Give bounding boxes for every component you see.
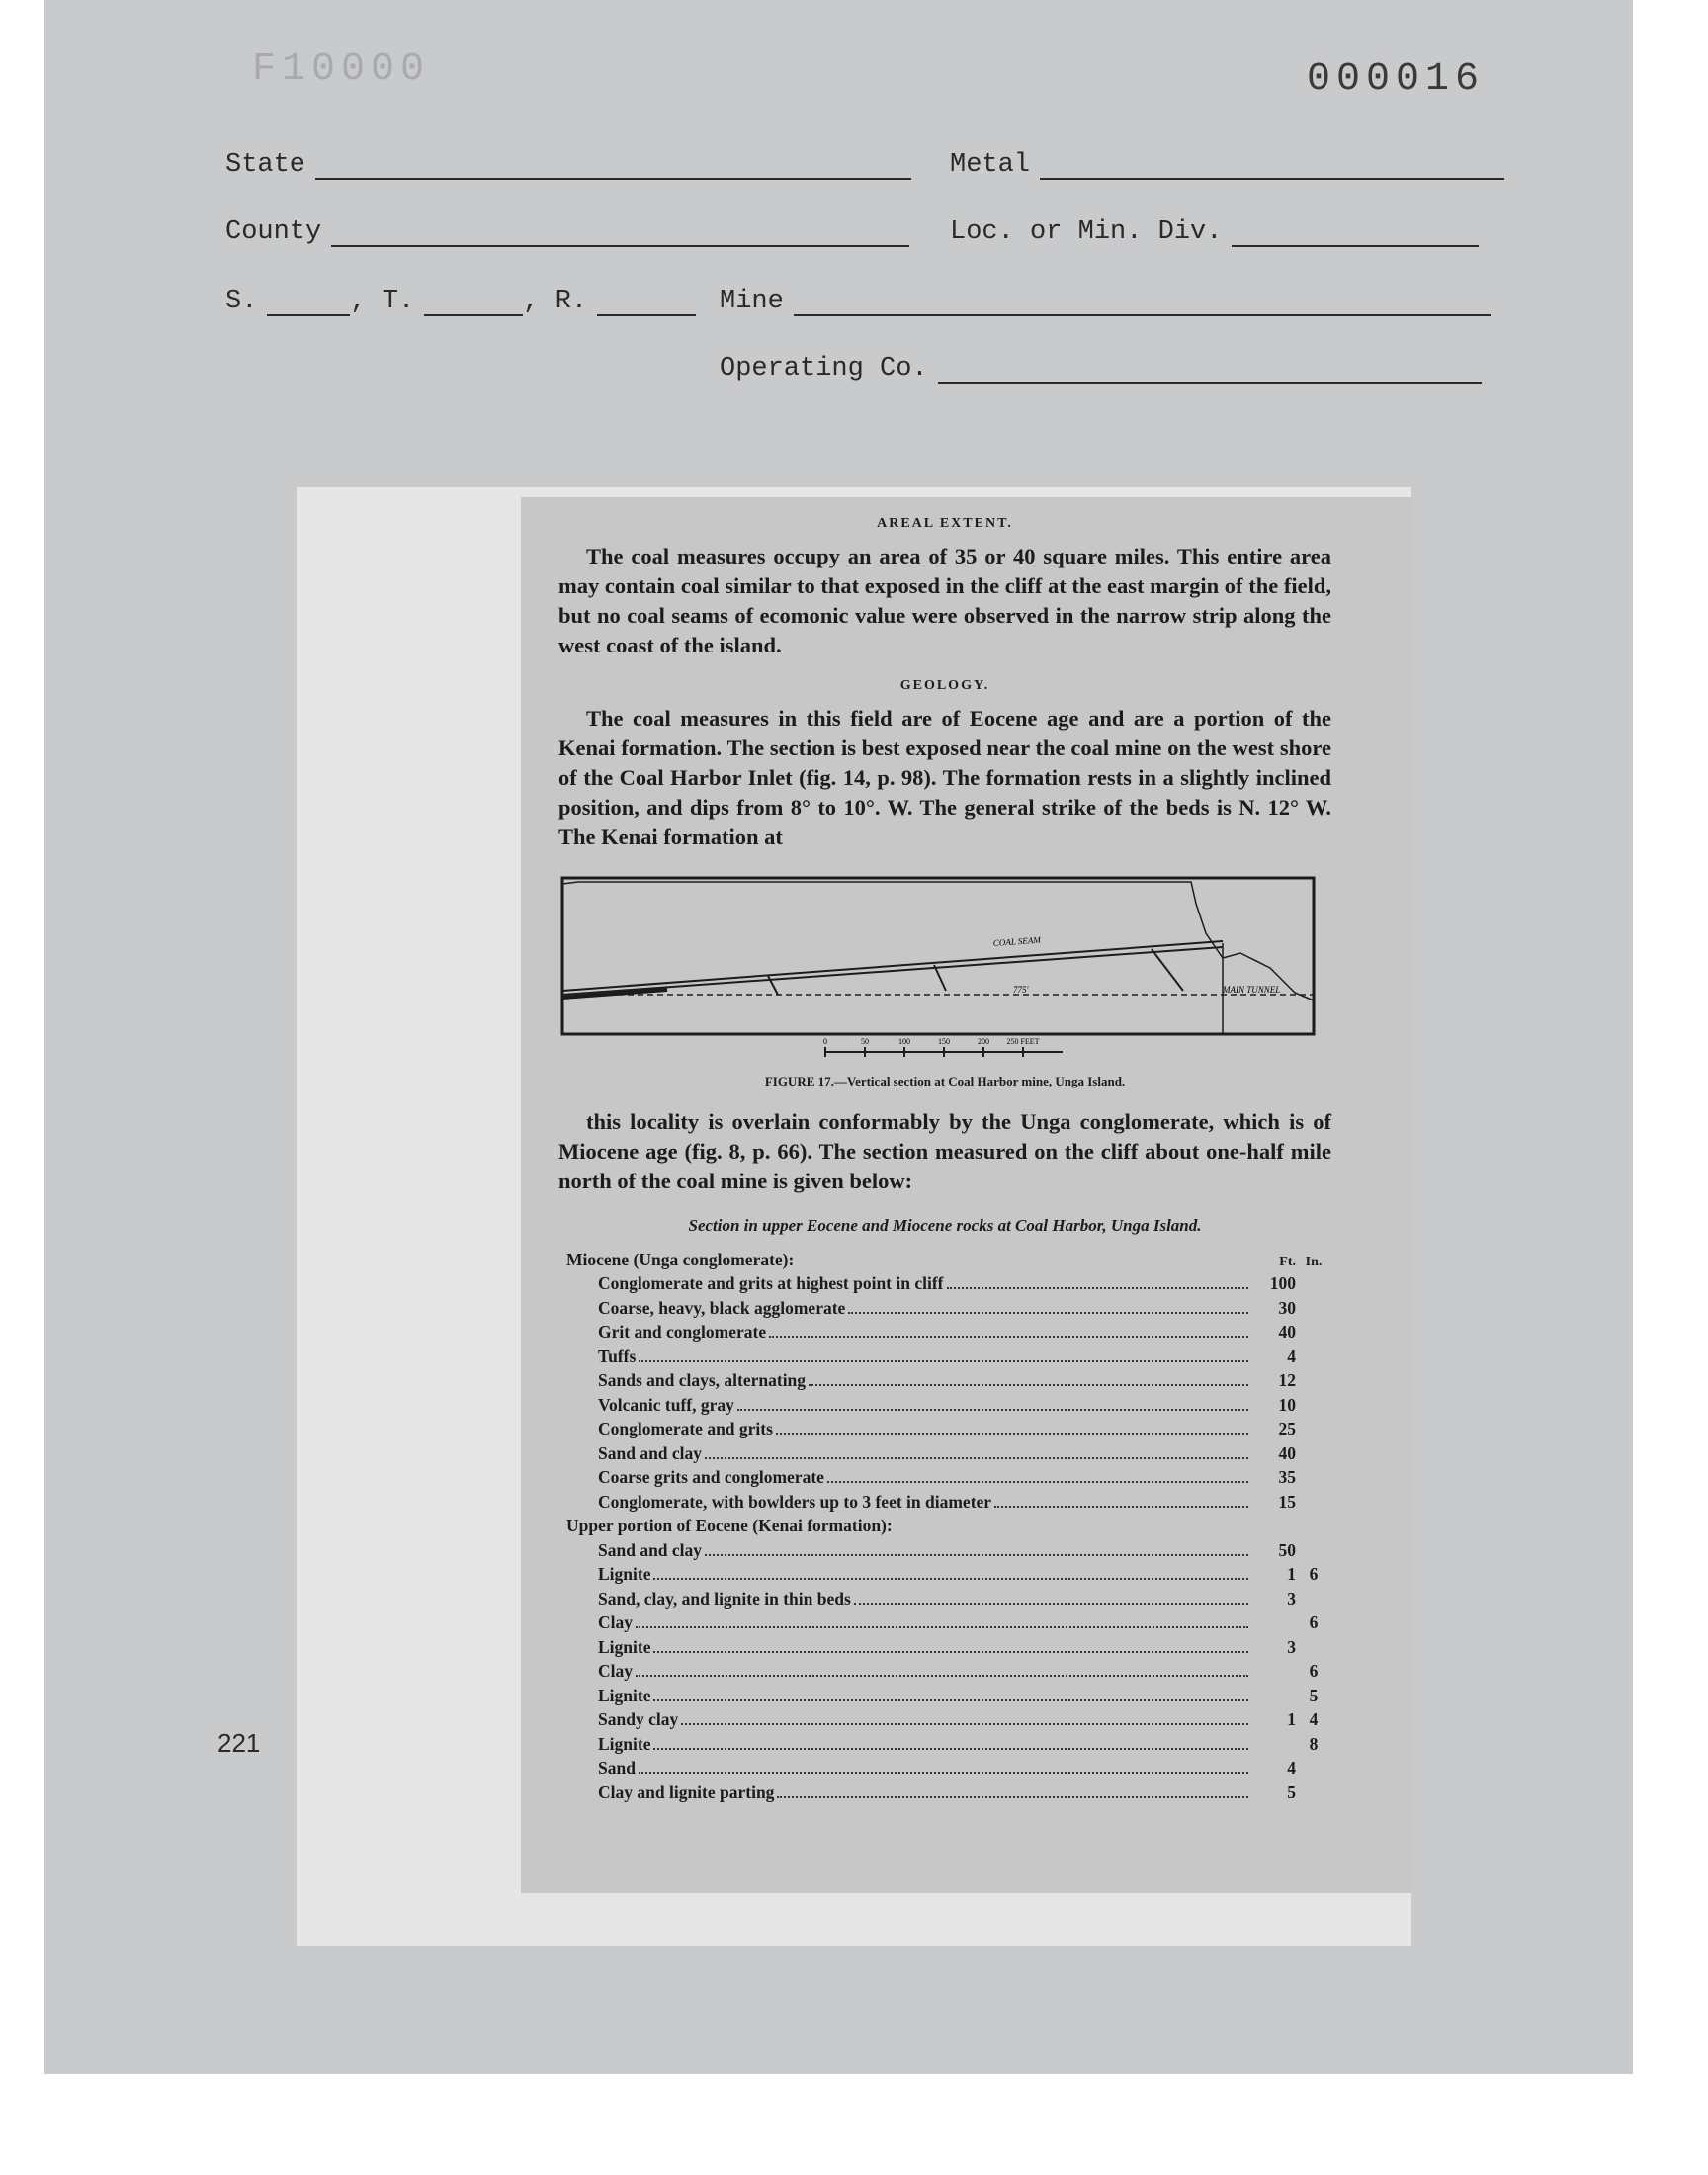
thickness-feet: 50 [1278,1539,1296,1560]
thickness-inches [1296,1488,1331,1513]
thickness-feet: 15 [1278,1491,1296,1512]
layer-description: Lignite [598,1564,651,1584]
scale-ticks [823,1037,1040,1057]
thickness-inches [1296,1439,1331,1464]
scale-label: 200 [978,1037,989,1046]
dot-leader [653,1651,1248,1653]
thickness-inches [1296,1367,1331,1392]
thickness-inches [1296,1585,1331,1610]
table-row [558,1779,1331,1803]
dot-leader [653,1748,1248,1750]
layer-description: Lignite [598,1733,651,1754]
table-row [558,1658,1331,1683]
thickness-feet: 25 [1278,1419,1296,1438]
loc-field[interactable] [950,218,1479,247]
mine-line[interactable] [794,291,1491,316]
thickness-inches [1296,1343,1331,1367]
thickness-feet: 3 [1287,1636,1296,1657]
dot-leader [854,1603,1248,1605]
layer-description: Conglomerate and grits [598,1419,773,1438]
thickness-feet: 4 [1287,1758,1296,1778]
dot-leader [737,1409,1248,1411]
dot-leader [769,1336,1248,1338]
dot-leader [705,1457,1248,1459]
county-label: County [225,218,322,247]
heading-areal-extent: AREAL EXTENT. [877,516,1013,531]
thickness-feet: 40 [1278,1442,1296,1463]
table-row [558,1294,1331,1319]
scale-label: 100 [898,1037,910,1046]
figure-frame [562,878,1314,1034]
metal-line[interactable] [1040,154,1504,180]
thickness-feet [1252,1682,1296,1706]
layer-description: Sands and clays, alternating [598,1370,807,1390]
thickness-feet: 1 [1287,1709,1296,1729]
table-row [558,1464,1331,1489]
thickness-feet: 1 [1287,1564,1296,1584]
layer-description: Clay [598,1661,633,1681]
thickness-feet: 3 [1287,1588,1296,1609]
table-row [558,1270,1331,1295]
dot-leader [827,1481,1248,1483]
main-tunnel-label: MAIN TUNNEL [1223,985,1281,995]
table-row [558,1633,1331,1658]
table-row [558,1730,1331,1755]
thickness-feet: 12 [1278,1370,1296,1390]
page-label: 221 [217,1728,261,1758]
dot-leader [681,1723,1248,1725]
state-field[interactable] [225,150,911,180]
thickness-feet [1252,1658,1296,1683]
thickness-inches [1296,1416,1331,1440]
crosscut-2 [934,965,946,991]
scale-label: 250 FEET [1006,1037,1040,1046]
figure-caption: FIGURE 17.—Vertical section at Coal Harbor mine, Unga Island. [764,1074,1126,1088]
thickness-inches: 6 [1309,1612,1319,1632]
dot-leader [653,1578,1248,1580]
scale-label: 0 [823,1037,827,1046]
thickness-feet: 5 [1287,1782,1296,1802]
t-label: , T. [350,287,415,316]
coal-seam-upper [562,941,1223,991]
ghost-card-number: F10000 [252,47,431,92]
document-text [558,512,1331,1803]
crosscut-3 [1152,949,1183,991]
column-head-ft: Ft. [1279,1254,1296,1269]
thickness-inches [1296,1755,1331,1780]
table-row [558,1439,1331,1464]
operating-co-line[interactable] [938,358,1482,384]
table-row [558,1561,1331,1586]
metal-field[interactable] [950,150,1504,180]
table-row [558,1367,1331,1392]
table-row [558,1343,1331,1367]
layer-description: Sand [598,1758,636,1778]
layer-description: Lignite [598,1636,651,1657]
t-line[interactable] [424,291,523,316]
thickness-feet: 4 [1287,1346,1296,1366]
thickness-inches: 6 [1309,1661,1319,1681]
table-row [558,1706,1331,1731]
thickness-feet [1252,1610,1296,1634]
paragraph-areal-extent: The coal measures occupy an area of 35 or 40 square miles. This entire area may contain coal similar to that exposed in the cliff at the east margin of the field, but no coal seams of ecomonic value were observed in the narrow strip along the west coast of the island. [558,544,1331,657]
table-row [558,1416,1331,1440]
s-label: S. [225,287,258,316]
thickness-feet: 40 [1278,1322,1296,1342]
s-line[interactable] [267,291,350,316]
dot-leader [776,1433,1248,1435]
column-head-in: In. [1305,1254,1323,1269]
county-field[interactable] [225,218,909,247]
thickness-inches [1296,1633,1331,1658]
coal-seam-label: COAL SEAM [992,934,1042,948]
layer-description: Sand and clay [598,1539,703,1560]
dot-leader [994,1506,1248,1508]
dot-leader [639,1772,1248,1774]
thickness-feet: 30 [1278,1297,1296,1318]
thickness-inches: 4 [1309,1709,1319,1729]
r-line[interactable] [597,291,696,316]
thickness-inches [1296,1779,1331,1803]
layer-description: Clay [598,1612,633,1632]
figure-17 [558,874,1331,1089]
county-line[interactable] [331,221,909,247]
heading-geology: GEOLOGY. [899,678,990,693]
metal-label: Metal [950,150,1031,180]
thickness-inches [1296,1294,1331,1319]
state-label: State [225,150,306,180]
thickness-inches [1296,1391,1331,1416]
mine-label: Mine [720,287,784,316]
layer-description: Tuffs [598,1346,637,1366]
paragraph-geology: The coal measures in this field are of Eocene age and are a portion of the Kenai formation. The section is best exposed near the coal mine on the west shore of the Coal Harbor Inlet (fig. 14, p. 98). The formation rests in a slightly inclined position, and dips from 8° to 10°. W. The general strike of the beds is N. 12° W. The Kenai formation at [558,706,1331,849]
dot-leader [653,1699,1248,1701]
table-row [558,1536,1331,1561]
thickness-inches [1296,1319,1331,1344]
layer-description: Sand, clay, and lignite in thin beds [598,1588,851,1609]
thickness-feet: 10 [1278,1394,1296,1415]
operating-co-label: Operating Co. [720,354,928,384]
state-line[interactable] [315,154,911,180]
str-field[interactable] [225,287,696,316]
table-row [558,1585,1331,1610]
table-row [558,1682,1331,1706]
thickness-feet: 35 [1278,1467,1296,1487]
distance-label: 775' [1013,985,1029,995]
dot-leader [705,1554,1248,1556]
layer-description: Lignite [598,1685,651,1705]
dot-leader [636,1626,1248,1628]
group-row [558,1513,1331,1537]
group-row [558,1246,1331,1270]
thickness-inches: 5 [1309,1685,1319,1705]
paragraph-locality: this locality is overlain conformably by the Unga conglomerate, which is of Miocene age (fig. 8, p. 66). The section measured on the cliff about one-half mile north of the coal mine is given below: [558,1109,1331,1193]
layer-description: Coarse grits and conglomerate [598,1467,824,1487]
group-name: Miocene (Unga conglomerate): [566,1249,795,1269]
layer-description: Grit and conglomerate [598,1322,767,1342]
table-row [558,1319,1331,1344]
r-label: , R. [523,287,588,316]
loc-label: Loc. or Min. Div. [950,218,1223,247]
thickness-inches [1296,1464,1331,1489]
thickness-feet: 100 [1269,1273,1296,1293]
layer-description: Sand and clay [598,1442,703,1463]
group-name: Upper portion of Eocene (Kenai formation): [566,1516,893,1535]
table-row [558,1610,1331,1634]
dot-leader [809,1384,1248,1386]
vertical-section-diagram [558,874,1331,1072]
operating-co-field[interactable] [720,354,1482,384]
scale-label: 50 [861,1037,869,1046]
thickness-inches [1296,1270,1331,1295]
thickness-inches: 8 [1309,1733,1319,1754]
scale-label: 150 [938,1037,950,1046]
thickness-inches [1296,1536,1331,1561]
thickness-inches: 6 [1309,1564,1319,1584]
dot-leader [777,1796,1248,1798]
dot-leader [848,1312,1248,1314]
dot-leader [639,1360,1248,1362]
table-row [558,1755,1331,1780]
layer-description: Volcanic tuff, gray [598,1394,734,1415]
dot-leader [947,1287,1248,1289]
layer-description: Conglomerate and grits at highest point in cliff [598,1273,944,1293]
layer-description: Conglomerate, with bowlders up to 3 feet in diameter [598,1491,992,1512]
section-title: Section in upper Eocene and Miocene rocks at Coal Harbor, Unga Island. [688,1216,1202,1235]
stratigraphic-section-table [558,1246,1331,1803]
layer-description: Clay and lignite parting [598,1782,775,1802]
layer-description: Coarse, heavy, black agglomerate [598,1297,846,1318]
thickness-feet [1252,1730,1296,1755]
card-number: 000016 [1306,57,1485,102]
coal-seam-lower [562,947,1223,995]
dot-leader [636,1675,1248,1677]
mine-field[interactable] [720,287,1491,316]
table-row [558,1391,1331,1416]
layer-description: Sandy clay [598,1709,679,1729]
loc-line[interactable] [1232,221,1479,247]
table-row [558,1488,1331,1513]
